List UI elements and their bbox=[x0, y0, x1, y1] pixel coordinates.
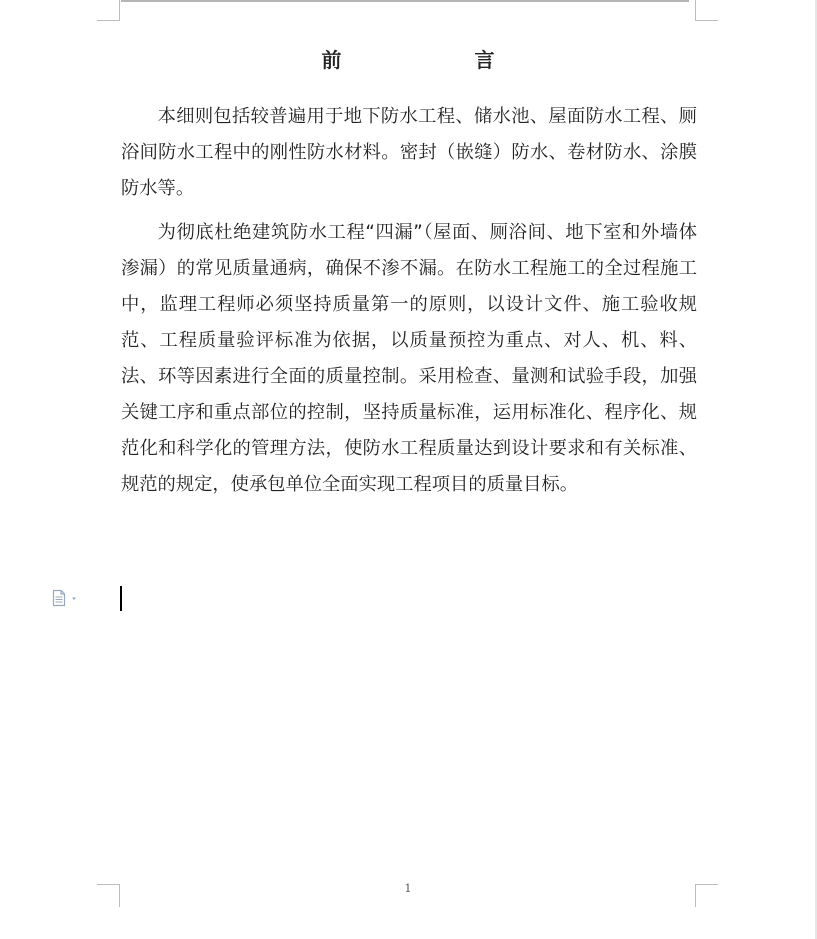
page-number: 1 bbox=[404, 882, 412, 895]
margin-mark-bottom-left bbox=[97, 884, 120, 907]
margin-mark-top-right bbox=[695, 0, 718, 21]
document-title[interactable]: 前 言 bbox=[321, 48, 558, 72]
paragraph-1[interactable]: 本细则包括较普遍用于地下防水工程、储水池、屋面防水工程、厕浴间防水工程中的刚性防水材料。密封（嵌缝）防水、卷材防水、涂膜防水等。 bbox=[121, 106, 697, 199]
margin-mark-bottom-right bbox=[695, 884, 718, 907]
chevron-down-icon bbox=[72, 598, 76, 601]
document-dropdown-icon[interactable] bbox=[52, 589, 80, 607]
document-body[interactable] bbox=[121, 99, 697, 511]
document-icon-graphic bbox=[52, 589, 80, 607]
text-cursor bbox=[120, 586, 122, 611]
margin-mark-top-left bbox=[97, 0, 120, 21]
paragraph-2[interactable]: 为彻底杜绝建筑防水工程“四漏”（屋面、厕浴间、地下室和外墙体渗漏）的常见质量通病，确保不渗不漏。在防水工程施工的全过程施工中，监理工程师必须坚持质量第一的原则，以设计文件、施工验收规范、工程质量验评标准为依据，以质量预控为重点、对人、机、料、法、环等因素进行全面的质量控制。采用检查、量测和试验手段，加强关键工序和重点部位的控制，坚持质量标准，运用标准化、程序化、规范化和科学化的管理方法，使防水工程质量达到设计要求和有关标准、规范的规定，使承包单位全面实现工程项目的质量目标。 bbox=[121, 222, 697, 495]
page-top-border bbox=[121, 0, 689, 2]
